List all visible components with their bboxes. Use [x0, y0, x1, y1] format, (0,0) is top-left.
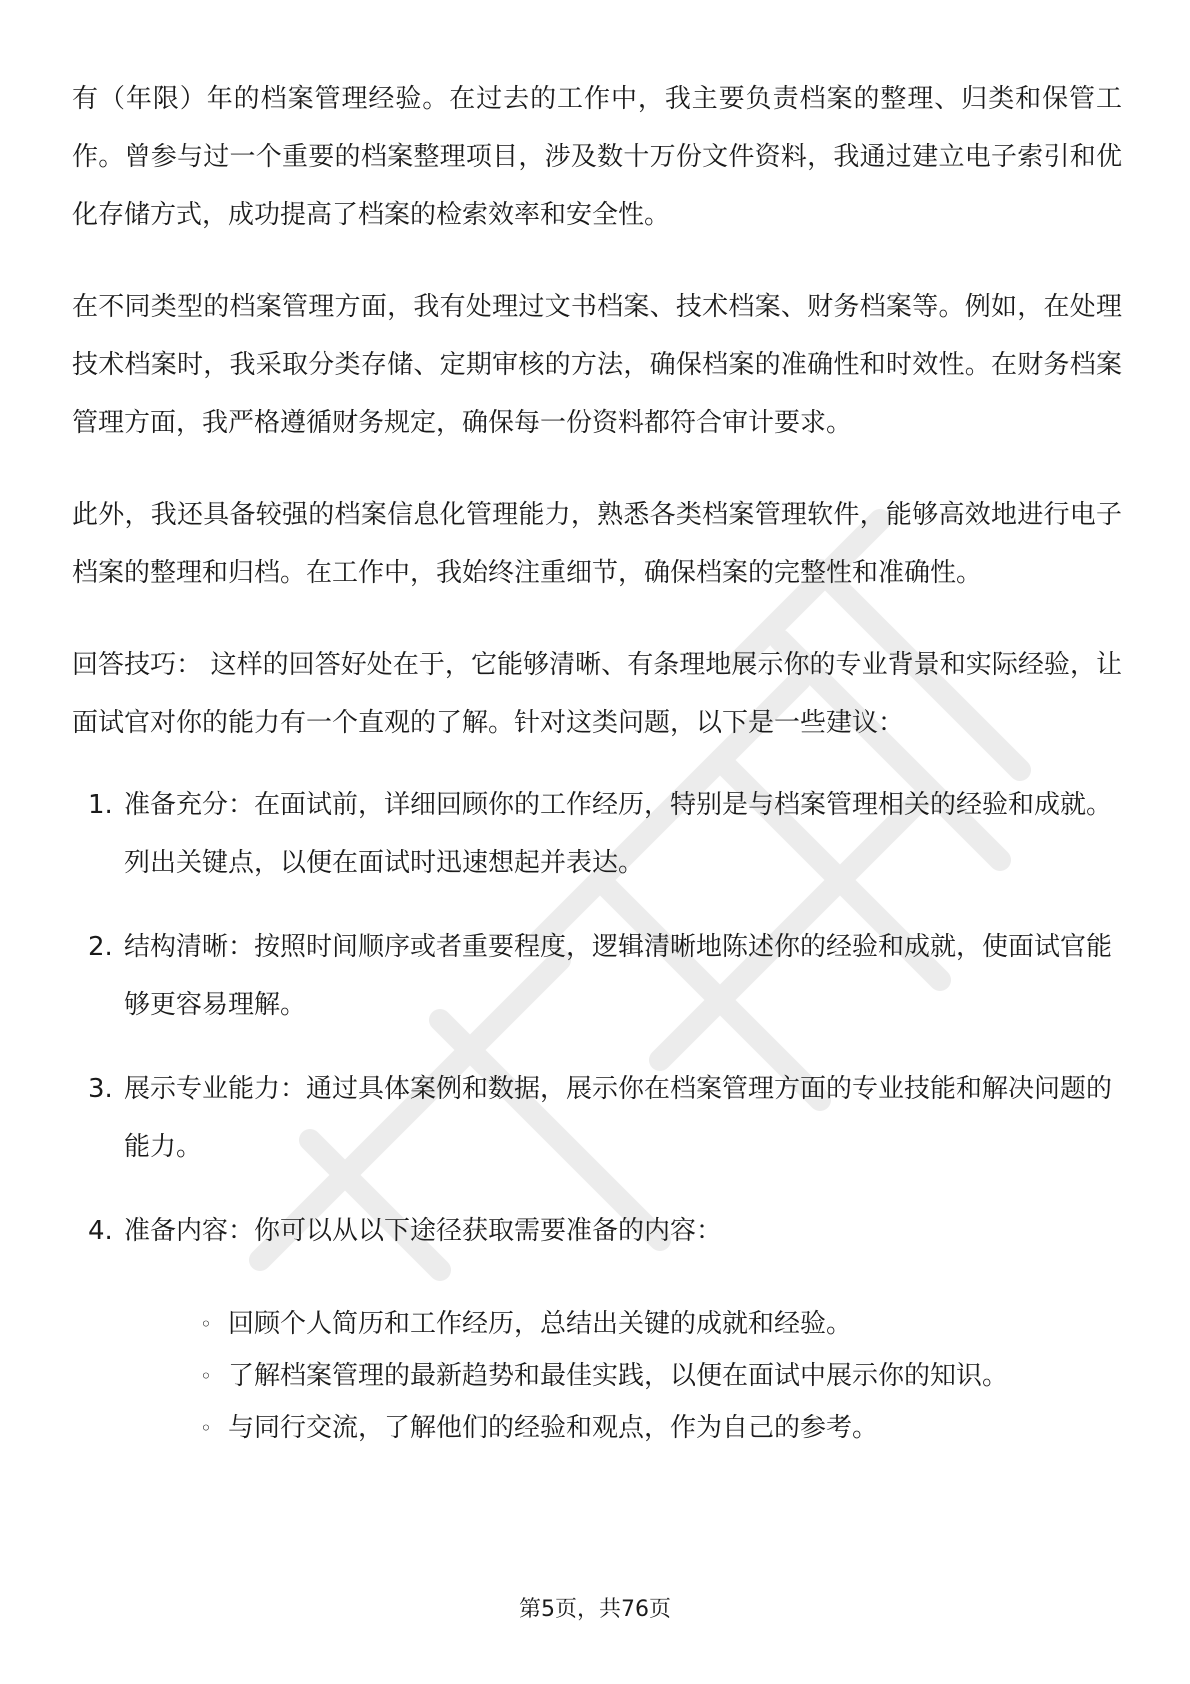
list-item-text: 准备内容：你可以从以下途径获取需要准备的内容： [124, 1216, 723, 1246]
list-number: 4. [88, 1216, 113, 1246]
list-item [72, 776, 1122, 892]
list-item-text: 展示专业能力：通过具体案例和数据，展示你在档案管理方面的专业技能和解决问题的能力。 [124, 1074, 1113, 1162]
paragraph-informatization: 此外，我还具备较强的档案信息化管理能力，熟悉各类档案管理软件，能够高效地进行电子档案的整理和归档。在工作中，我始终注重细节，确保档案的完整性和准确性。 [72, 500, 1122, 588]
sub-list-item [124, 1402, 1122, 1454]
bullet-icon: ◦ [200, 1416, 212, 1440]
sub-list-item-text: 与同行交流，了解他们的经验和观点，作为自己的参考。 [228, 1413, 879, 1443]
paragraph-archive-types: 在不同类型的档案管理方面，我有处理过文书档案、技术档案、财务档案等。例如，在处理技术档案时，我采取分类存储、定期审核的方法，确保档案的准确性和时效性。在财务档案管理方面，我严格遵循财务规定，确保每一份资料都符合审计要求。 [72, 292, 1122, 438]
list-number: 1. [88, 790, 113, 820]
sub-list [124, 1298, 1122, 1454]
sub-list-item [124, 1298, 1122, 1350]
bullet-icon: ◦ [200, 1312, 212, 1336]
list-item-text: 结构清晰：按照时间顺序或者重要程度，逻辑清晰地陈述你的经验和成就，使面试官能够更容易理解。 [124, 932, 1113, 1020]
document-content [72, 70, 1122, 1480]
list-number: 2. [88, 932, 113, 962]
list-item [72, 1202, 1122, 1454]
sub-list-item [124, 1350, 1122, 1402]
paragraph-experience: 有（年限）年的档案管理经验。在过去的工作中，我主要负责档案的整理、归类和保管工作。曾参与过一个重要的档案整理项目，涉及数十万份文件资料，我通过建立电子索引和优化存储方式，成功提高了档案的检索效率和安全性。 [72, 84, 1122, 230]
sub-list-item-text: 回顾个人简历和工作经历，总结出关键的成就和经验。 [228, 1309, 853, 1339]
answer-tips: 回答技巧： 这样的回答好处在于，它能够清晰、有条理地展示你的专业背景和实际经验，让面试官对你的能力有一个直观的了解。针对这类问题，以下是一些建议： [72, 650, 1122, 738]
list-item [72, 1060, 1122, 1176]
sub-list-item-text: 了解档案管理的最新趋势和最佳实践，以便在面试中展示你的知识。 [228, 1361, 1009, 1391]
list-item-text: 准备充分：在面试前，详细回顾你的工作经历，特别是与档案管理相关的经验和成就。列出关键点，以便在面试时迅速想起并表达。 [124, 790, 1113, 878]
bullet-icon: ◦ [200, 1364, 212, 1388]
list-number: 3. [88, 1074, 113, 1104]
page-footer: 第5页，共76页 [519, 1597, 671, 1622]
list-item [72, 918, 1122, 1034]
suggestion-list [72, 776, 1122, 1454]
